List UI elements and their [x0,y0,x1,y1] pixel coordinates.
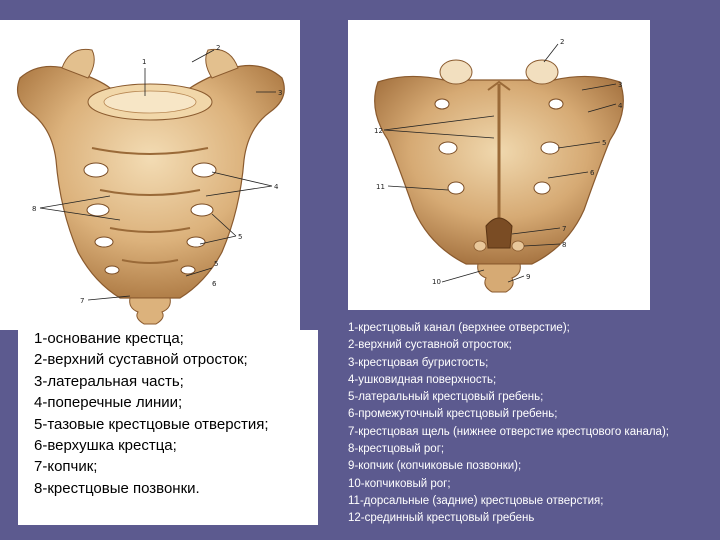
legend-posterior [348,320,698,528]
callout-9: 9 [526,273,531,281]
legend-item: 8-крестцовые позвонки. [34,479,200,497]
callout-3: 3 [618,81,623,89]
sacrum-posterior-illustration [348,20,650,310]
legend-item: 1-крестцовый канал (верхнее отверстие); [348,322,570,334]
legend-item: 8-крестцовый рог; [348,443,445,456]
legend-item: 6-промежуточный крестцовый гребень; [348,408,558,421]
legend-item: 3-латеральная часть; [34,372,184,390]
legend-item: 12-срединный крестцовый гребень [348,512,535,525]
legend-item: 4-поперечные линии; [34,394,183,412]
sacrum-anterior-figure [0,20,300,330]
callout-8: 8 [32,205,37,213]
legend-item: 1-основание крестца; [34,330,184,347]
callout-4: 4 [618,102,623,110]
callout-5a: 5 [238,233,243,241]
sacrum-posterior-figure [348,20,650,310]
legend-item: 5-тазовые крестцовые отверстия; [34,415,269,433]
legend-item: 5-латеральный крестцовый гребень; [348,391,544,404]
legend-item: 2-верхний суставной отросток; [348,339,512,352]
legend-item: 2-верхний суставной отросток; [34,351,248,369]
callout-7: 7 [562,225,567,233]
callout-7: 7 [80,297,85,305]
callout-5: 5 [602,139,607,147]
legend-item: 9-копчик (копчиковые позвонки); [348,460,522,473]
callout-11: 11 [376,183,385,191]
callout-5b: 5 [214,260,219,268]
legend-item: 3-крестцовая бугристость; [348,356,489,369]
legend-item: 7-копчик; [34,458,98,476]
legend-item: 11-дорсальные (задние) крестцовые отверстия; [348,494,604,507]
callout-8: 8 [562,241,567,249]
callout-1: 1 [142,58,147,66]
sacrum-anterior-illustration [0,20,300,330]
callout-12: 12 [374,127,383,135]
callout-6: 6 [590,169,595,177]
callout-2: 2 [560,38,565,46]
legend-item: 10-копчиковый рог; [348,477,451,490]
legend-anterior [18,330,318,525]
callout-3: 3 [278,89,283,97]
callout-4: 4 [274,183,279,191]
callout-6: 6 [212,280,217,288]
legend-item: 7-крестцовая щель (нижнее отверстие крестцового канала); [348,425,669,438]
legend-item: 6-верхушка крестца; [34,437,177,455]
callout-2: 2 [216,44,221,52]
callout-10: 10 [432,278,441,286]
legend-item: 4-ушковидная поверхность; [348,373,497,386]
